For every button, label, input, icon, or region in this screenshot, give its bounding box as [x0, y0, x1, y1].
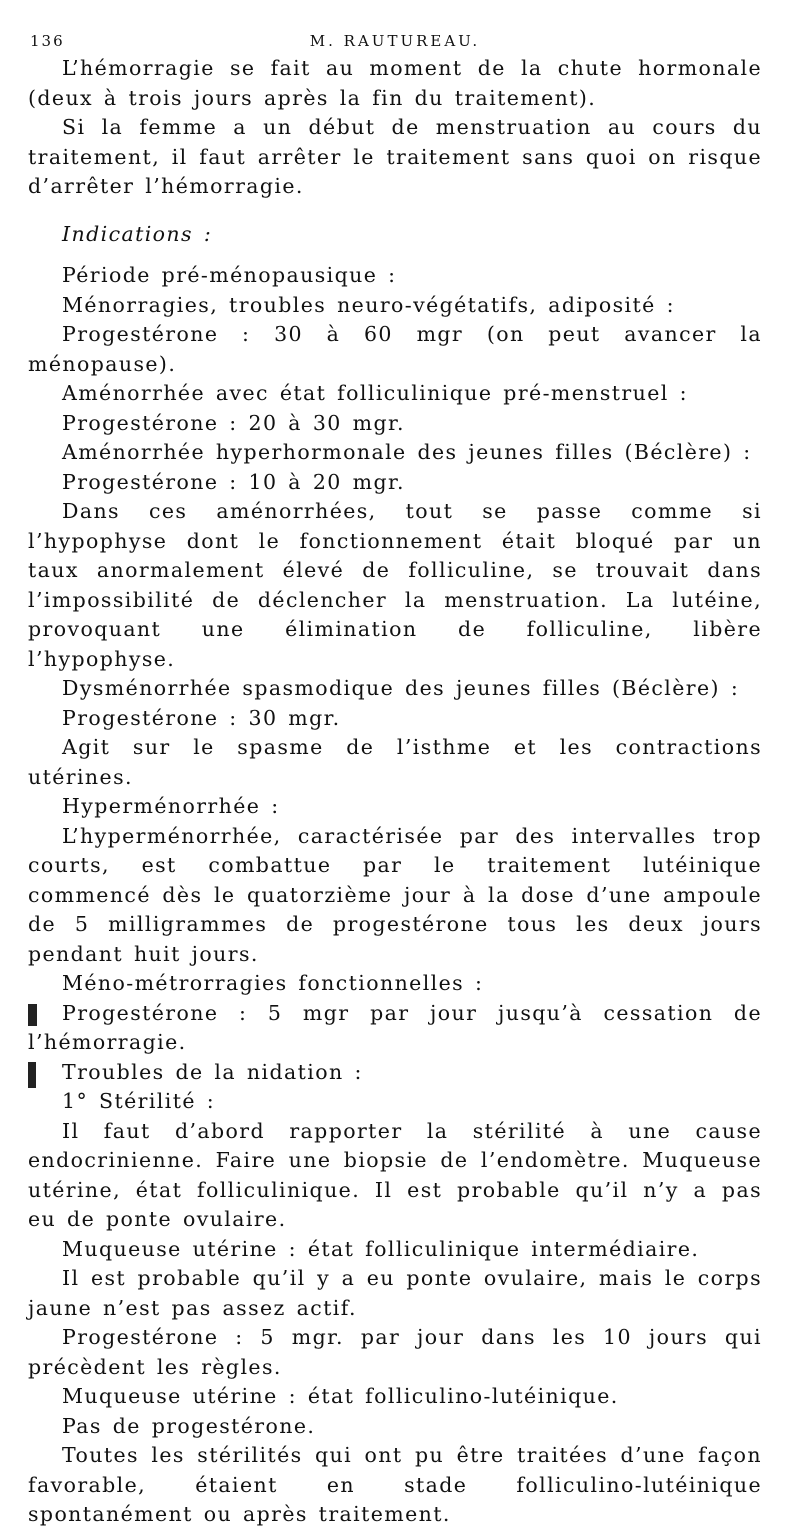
page-body: [28, 54, 762, 1530]
paragraph: L’hémorragie se fait au moment de la chute hormonale (deux à trois jours après la fin du traitement).: [28, 56, 762, 110]
paragraph: Méno-métrorragies fonctionnelles :: [62, 971, 484, 995]
paragraph: [28, 1058, 762, 1088]
paragraph: L’hyperménorrhée, caractérisée par des intervalles trop courts, est combattue par le traitement lutéinique commencé dès le quatorzième jour à la dose d’une ampoule de 5 milligrammes de progestérone tous les deux jours pendant huit jours.: [28, 823, 762, 966]
paragraph: Progestérone : 30 à 60 mgr (on peut avancer la ménopause).: [28, 322, 762, 376]
page-number: 136: [30, 32, 65, 50]
paragraph: Muqueuse utérine : état folliculinique intermédiaire.: [62, 1236, 700, 1261]
paragraph: Dans ces aménorrhées, tout se passe comme si l’hypophyse dont le fonctionnement était bloqué par un taux anormalement élevé de folliculine, se trouvait dans l’impossibilité de déclencher la menstruation. La lutéine, provoquant une élimination de folliculine, libère l’hypophyse.: [28, 499, 762, 671]
paragraph: Progestérone : 10 à 20 mgr.: [62, 469, 405, 494]
paragraph: Ménorragies, troubles neuro-végétatifs, adiposité :: [62, 292, 675, 317]
paragraph-text: Progestérone : 5 mgr par jour jusqu’à cessation de l’hémorragie.: [28, 1000, 762, 1054]
paragraph: Il faut d’abord rapporter la stérilité à une cause endocrinienne. Faire une biopsie de l’endomètre. Muqueuse utérine, état folliculinique. Il est probable qu’il n’y a pas eu de ponte ovulaire.: [28, 1118, 762, 1231]
paragraph: Aménorrhée hyperhormonale des jeunes filles (Béclère) :: [62, 440, 752, 464]
paragraph: Aménorrhée avec état folliculinique pré-menstruel :: [62, 381, 688, 405]
paragraph: Dysménorrhée spasmodique des jeunes filles (Béclère) :: [62, 676, 740, 700]
paragraph: Progestérone : 20 à 30 mgr.: [62, 410, 405, 435]
paragraph: 1° Stérilité :: [62, 1089, 216, 1113]
page-header: [28, 24, 762, 54]
paragraph: Muqueuse utérine : état folliculino-lutéinique.: [62, 1384, 619, 1408]
margin-mark: [28, 1004, 37, 1026]
section-heading: Indications :: [62, 221, 213, 246]
paragraph: Progestérone : 30 mgr.: [62, 705, 341, 730]
book-page: [28, 24, 762, 1530]
paragraph: Toutes les stérilités qui ont pu être traitées d’une façon favorable, étaient en stade folliculino-lutéinique spontanément ou après traitement.: [28, 1443, 762, 1526]
paragraph: Agit sur le spasme de l’isthme et les contractions utérines.: [28, 735, 762, 789]
margin-mark: [28, 1062, 36, 1088]
running-head: M. RAUTUREAU.: [309, 32, 481, 50]
paragraph: Période pré-ménopausique :: [62, 263, 397, 287]
paragraph: Pas de progestérone.: [62, 1413, 316, 1438]
paragraph-text: Troubles de la nidation :: [62, 1059, 363, 1084]
paragraph: Progestérone : 5 mgr. par jour dans les 10 jours qui précèdent les règles.: [28, 1325, 762, 1379]
paragraph: Hyperménorrhée :: [62, 794, 280, 818]
paragraph: Il est probable qu’il y a eu ponte ovulaire, mais le corps jaune n’est pas assez actif.: [28, 1266, 762, 1320]
paragraph: Si la femme a un début de menstruation au cours du traitement, il faut arrêter le traitement sans quoi on risque d’arrêter l’hémorragie.: [28, 115, 762, 198]
paragraph: [28, 999, 762, 1058]
